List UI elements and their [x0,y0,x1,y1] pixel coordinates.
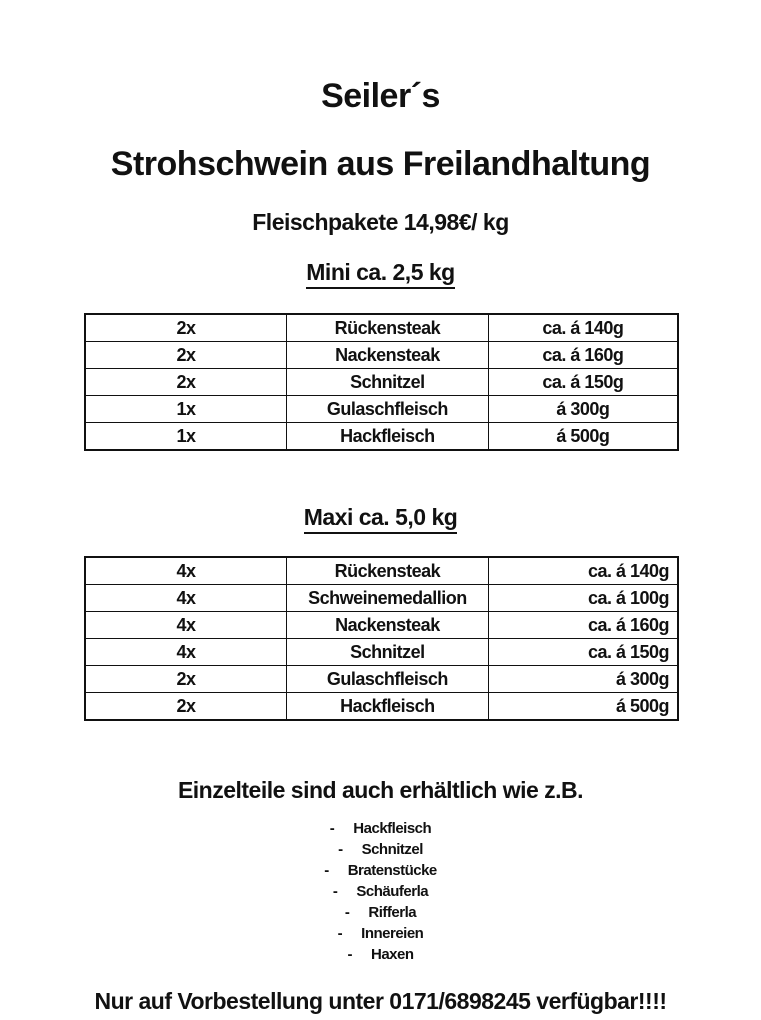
weight-cell: ca. á 160g [488,342,678,369]
list-item-label: Bratenstücke [347,862,437,879]
mini-package-heading [0,258,761,289]
list-item-label: Haxen [370,946,414,963]
weight-cell: ca. á 140g [488,314,678,342]
list-item [0,881,761,902]
maxi-package-table [84,556,679,721]
weight-cell: ca. á 140g [488,557,678,585]
weight-cell: ca. á 150g [488,639,678,666]
weight-cell: á 300g [488,396,678,423]
qty-cell: 2x [85,342,287,369]
qty-cell: 2x [85,666,287,693]
qty-cell: 2x [85,693,287,721]
table-row [85,396,678,423]
table-row [85,612,678,639]
weight-cell: ca. á 160g [488,612,678,639]
maxi-package-heading [0,503,761,534]
item-cell: Hackfleisch [287,693,489,721]
mini-package-heading-text: Mini ca. 2,5 kg [306,258,454,289]
list-item-label: Hackfleisch [353,820,432,837]
item-cell: Gulaschfleisch [287,666,489,693]
qty-cell: 1x [85,396,287,423]
weight-cell: á 300g [488,666,678,693]
item-cell: Rückensteak [287,314,489,342]
table-row [85,342,678,369]
table-row [85,557,678,585]
table-row [85,585,678,612]
qty-cell: 4x [85,585,287,612]
table-row [85,314,678,342]
qty-cell: 4x [85,639,287,666]
list-item [0,818,761,839]
qty-cell: 1x [85,423,287,451]
item-cell: Nackensteak [287,342,489,369]
item-cell: Rückensteak [287,557,489,585]
extras-heading: Einzelteile sind auch erhältlich wie z.B. [177,777,584,803]
item-cell: Nackensteak [287,612,489,639]
item-cell: Schweinemedallion [287,585,489,612]
list-item [0,902,761,923]
item-cell: Schnitzel [287,369,489,396]
qty-cell: 2x [85,369,287,396]
maxi-package-heading-text: Maxi ca. 5,0 kg [304,503,458,534]
list-item [0,944,761,965]
table-row [85,693,678,721]
dash-bullet: - [344,904,350,921]
dash-bullet: - [332,883,338,900]
qty-cell: 4x [85,557,287,585]
list-item-label: Rifferla [368,904,417,921]
dash-bullet: - [337,925,343,942]
extras-list [0,818,761,965]
weight-cell: ca. á 150g [488,369,678,396]
table-row [85,666,678,693]
weight-cell: ca. á 100g [488,585,678,612]
list-item-label: Schnitzel [361,841,423,858]
dash-bullet: - [338,841,343,858]
weight-cell: á 500g [488,423,678,451]
price-subtitle: Fleischpakete 14,98€/ kg [252,209,509,235]
preorder-note: Nur auf Vorbestellung unter 0171/6898245 verfügbar!!!! [94,988,667,1014]
list-item [0,923,761,944]
list-item [0,860,761,881]
table-row [85,423,678,451]
dash-bullet: - [329,820,335,837]
item-cell: Schnitzel [287,639,489,666]
table-row [85,639,678,666]
brand-title: Seiler´s [321,77,440,115]
item-cell: Hackfleisch [287,423,489,451]
qty-cell: 2x [85,314,287,342]
list-item [0,839,761,860]
item-cell: Gulaschfleisch [287,396,489,423]
weight-cell: á 500g [488,693,678,721]
mini-package-table [84,313,679,451]
qty-cell: 4x [85,612,287,639]
dash-bullet: - [347,946,352,963]
list-item-label: Innereien [361,925,424,942]
table-row [85,369,678,396]
main-title: Strohschwein aus Freilandhaltung [110,145,651,183]
list-item-label: Schäuferla [356,883,429,900]
dash-bullet: - [324,862,329,879]
